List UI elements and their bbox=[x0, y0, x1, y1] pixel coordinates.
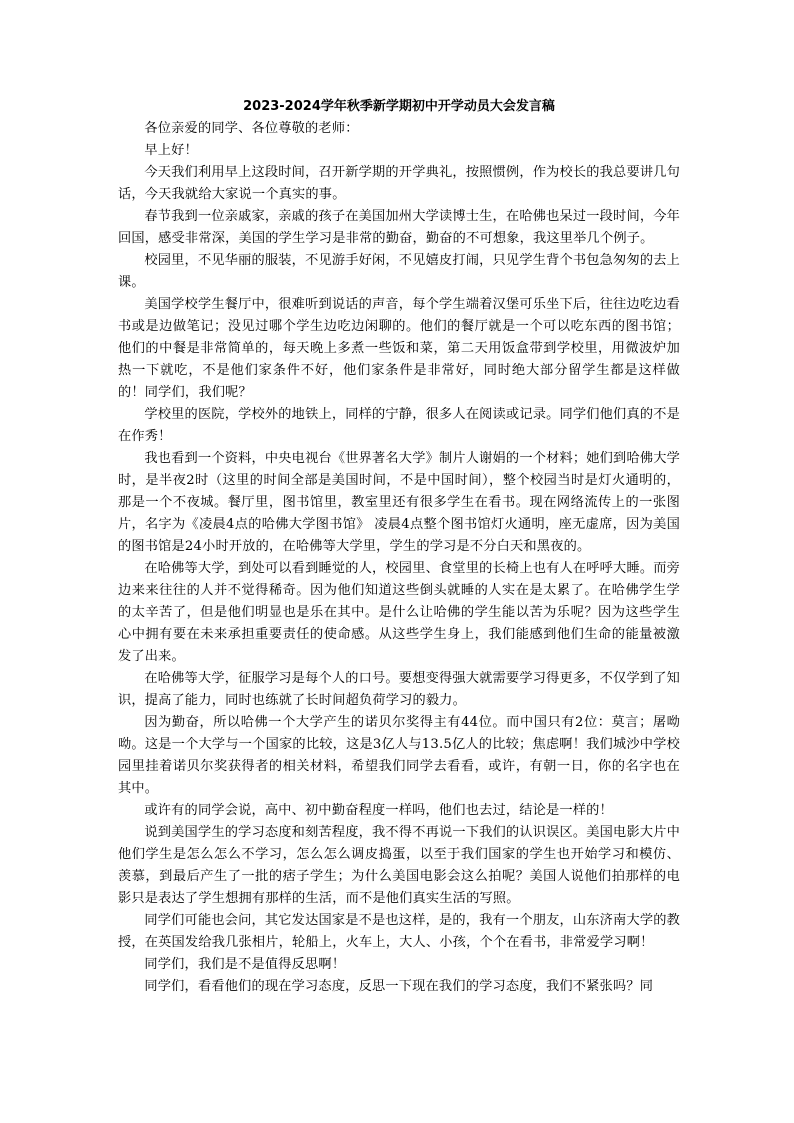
document-page bbox=[118, 98, 680, 998]
paragraph-dining: 美国学校学生餐厅中，很难听到说话的声音，每个学生端着汉堡可乐坐下后，往往边吃边看书或是边做笔记；没见过哪个学生边吃边闲聊的。他们的餐厅就是一个可以吃东西的图书馆；他们的中餐是非常简单的，每天晚上多煮一些饭和菜，第二天用饭盒带到学校里，用微波炉加热一下就吃，不是他们家条件不好，他们家条件是非常好，同时绝大部分留学生都是这样做的！同学们，我们呢？ bbox=[118, 297, 680, 400]
paragraph-motto: 在哈佛等大学，征服学习是每个人的口号。要想变得强大就需要学习得更多，不仅学到了知识，提高了能力，同时也练就了长时间超负荷学习的毅力。 bbox=[118, 671, 680, 708]
paragraph-nobel: 因为勤奋，所以哈佛一个大学产生的诺贝尔奖得主有44位。而中国只有2位：莫言；屠呦呦。这是一个大学与一个国家的比较，这是3亿人与13.5亿人的比较；焦虑啊！我们城沙中学校园里挂着诺贝尔奖获得者的相关材料，希望我们同学去看看，或许，有朝一日，你的名字也在其中。 bbox=[118, 715, 680, 796]
paragraph-sleep: 在哈佛等大学，到处可以看到睡觉的人，校园里、食堂里的长椅上也有人在呼呼大睡。而旁边来来往往的人并不觉得稀奇。因为他们知道这些倒头就睡的人实在是太累了。在哈佛学生学的太辛苦了，但是他们明显也是乐在其中。是什么让哈佛的学生能以苦为乐呢？因为这些学生心中拥有要在未来承担重要责任的使命感。从这些学生身上，我们能感到他们生命的能量被激发了出来。 bbox=[118, 561, 680, 664]
paragraph-highschool: 或许有的同学会说，高中、初中勤奋程度一样吗，他们也去过，结论是一样的！ bbox=[144, 803, 613, 818]
salutation: 各位亲爱的同学、各位尊敬的老师： bbox=[144, 121, 359, 136]
paragraph-attitude: 同学们，看看他们的现在学习态度，反思一下现在我们的学习态度，我们不紧张吗？同 bbox=[144, 979, 654, 994]
paragraph-reflect: 同学们，我们是不是值得反思啊！ bbox=[144, 957, 346, 972]
paragraph-campus: 校园里，不见华丽的服装，不见游手好闲，不见嬉皮打闹，只见学生背个书包急匆匆的去上课。 bbox=[118, 253, 680, 290]
paragraph-relative: 春节我到一位亲戚家，亲戚的孩子在美国加州大学读博士生，在哈佛也呆过一段时间，今年回国，感受非常深，美国的学生学习是非常的勤奋，勤奋的不可想象，我这里举几个例子。 bbox=[118, 209, 680, 246]
paragraph-cctv: 我也看到一个资料，中央电视台《世界著名大学》制片人谢娟的一个材料；她们到哈佛大学时，是半夜2时（这里的时间全部是美国时间，不是中国时间），整个校园当时是灯火通明的，那是一个不夜城。餐厅里，图书馆里，教室里还有很多学生在看书。现在网络流传上的一张图片，名字为《凌晨4点的哈佛大学图书馆》 凌晨4点整个图书馆灯火通明，座无虚席，因为美国的图书馆是24小时开放的，在哈佛等大学里，学生的学习是不分白天和黑夜的。 bbox=[118, 451, 680, 554]
paragraph-intro: 今天我们利用早上这段时间，召开新学期的开学典礼，按照惯例，作为校长的我总要讲几句话，今天我就给大家说一个真实的事。 bbox=[118, 165, 680, 202]
paragraph-other-countries: 同学们可能也会问，其它发达国家是不是也这样，是的，我有一个朋友，山东济南大学的教授，在英国发给我几张相片，轮船上，火车上，大人、小孩，个个在看书，非常爱学习啊！ bbox=[118, 913, 680, 950]
greeting: 早上好！ bbox=[144, 143, 198, 158]
paragraph-movies: 说到美国学生的学习态度和刻苦程度，我不得不再说一下我们的认识误区。美国电影大片中他们学生是怎么怎么不学习，怎么怎么调皮捣蛋，以至于我们国家的学生也开始学习和模仿、羡慕，到最后产生了一批的痞子学生；为什么美国电影会这么拍呢？美国人说他们拍那样的电影只是表达了学生想拥有那样的生活，而不是他们真实生活的写照。 bbox=[118, 825, 680, 906]
document-title: 2023-2024学年秋季新学期初中开学动员大会发言稿 bbox=[243, 99, 555, 114]
paragraph-quiet: 学校里的医院，学校外的地铁上，同样的宁静，很多人在阅读或记录。同学们他们真的不是在作秀！ bbox=[118, 407, 680, 444]
